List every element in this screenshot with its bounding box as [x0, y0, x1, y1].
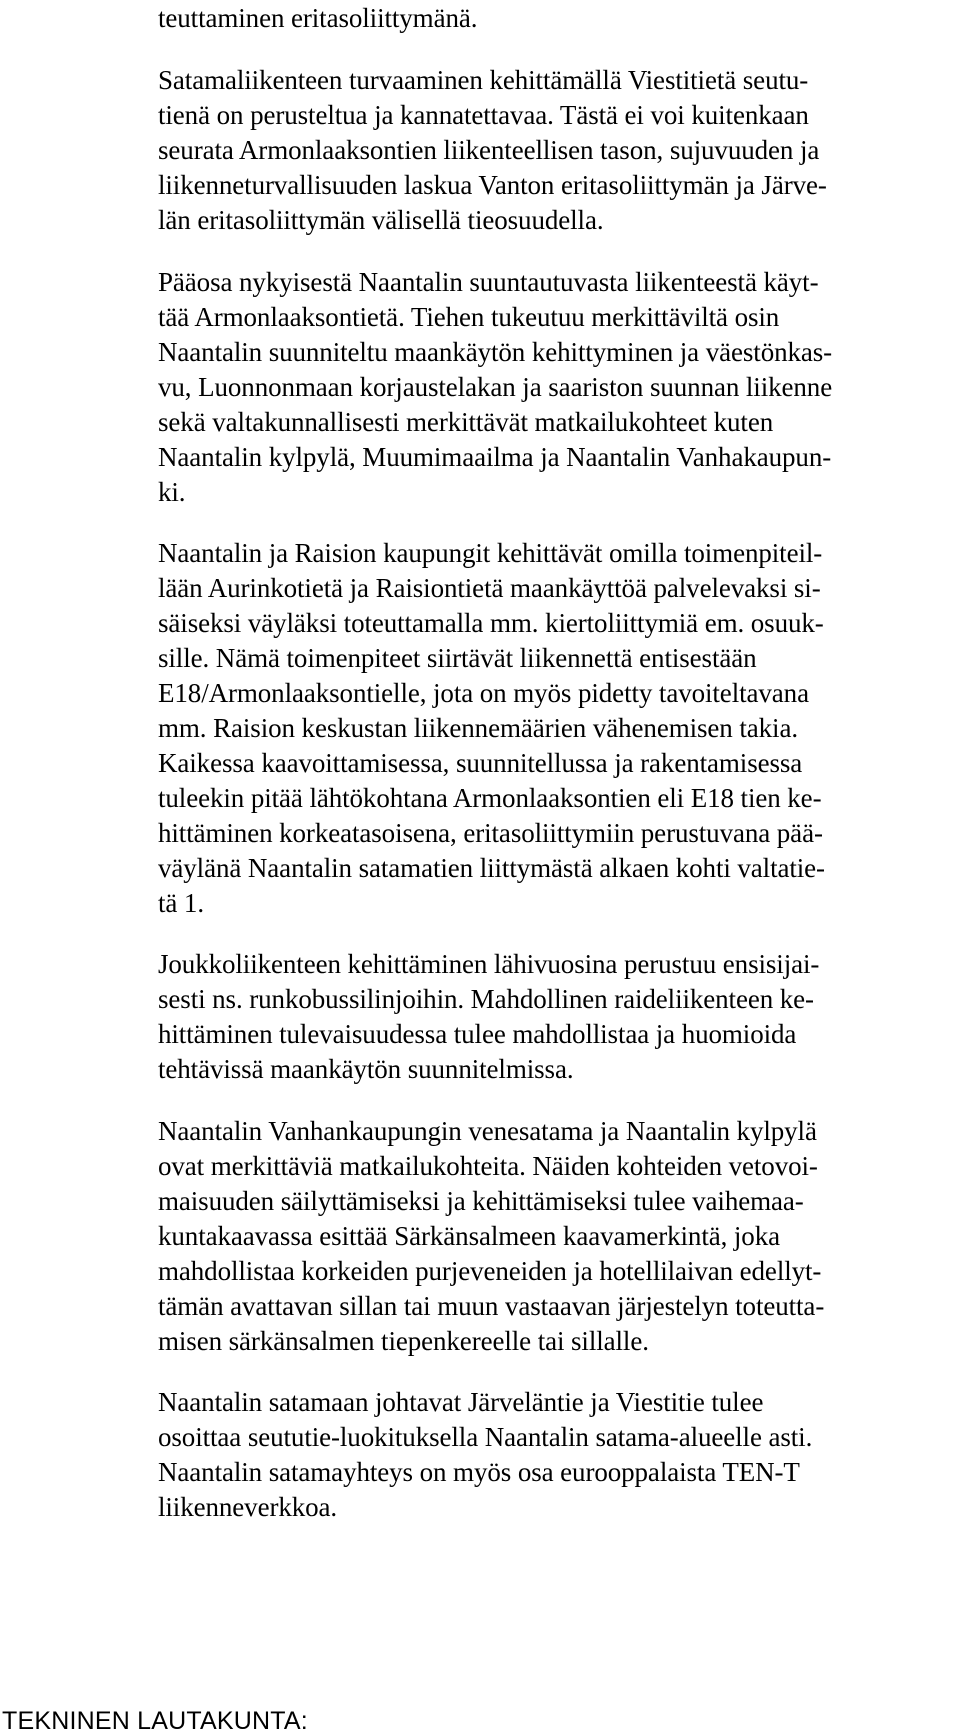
text-line: liikenneturvallisuuden laskua Vanton eritasoliittymän ja Järve- — [158, 170, 827, 200]
text-line: Naantalin satamayhteys on myös osa eurooppalaista TEN-T — [158, 1457, 800, 1487]
text-line: tämän avattavan sillan tai muun vastaavan järjestelyn toteutta- — [158, 1291, 825, 1321]
text-line: Naantalin suunniteltu maankäytön kehittyminen ja väestönkas- — [158, 337, 833, 367]
text-line: Naantalin ja Raision kaupungit kehittävät omilla toimenpiteil- — [158, 538, 823, 568]
text-line: ovat merkittäviä matkailukohteita. Näiden kohteiden vetovoi- — [158, 1151, 818, 1181]
text-line: tä 1. — [158, 888, 204, 918]
text-line: sekä valtakunnallisesti merkittävät matkailukohteet kuten — [158, 407, 774, 437]
text-line: tienä on perusteltua ja kannatettavaa. Tästä ei voi kuitenkaan — [158, 100, 809, 130]
text-line: mm. Raision keskustan liikennemäärien vähenemisen takia. — [158, 713, 798, 743]
text-line: Naantalin satamaan johtavat Järveläntie ja Viestitie tulee — [158, 1387, 764, 1417]
text-line: teuttaminen eritasoliittymänä. — [158, 3, 478, 33]
text-line: seurata Armonlaaksontien liikenteellisen tason, sujuvuuden ja — [158, 135, 820, 165]
text-line: Satamaliikenteen turvaaminen kehittämällä Viestitietä seutu- — [158, 65, 809, 95]
text-line: vu, Luonnonmaan korjaustelakan ja saariston suunnan liikenne — [158, 372, 833, 402]
section-heading: TEKNINEN LAUTAKUNTA: — [2, 1707, 308, 1735]
text-line: lään Aurinkotietä ja Raisiontietä maankäyttöä palvelevaksi si- — [158, 573, 821, 603]
text-line: Naantalin kylpylä, Muumimaailma ja Naantalin Vanhakaupun- — [158, 442, 832, 472]
text-line: hittäminen korkeatasoisena, eritasoliittymiin perustuvana pää- — [158, 818, 823, 848]
text-line: E18/Armonlaaksontielle, jota on myös pidetty tavoiteltavana — [158, 678, 809, 708]
text-line: Pääosa nykyisestä Naantalin suuntautuvasta liikenteestä käyt- — [158, 267, 819, 297]
text-line: sille. Nämä toimenpiteet siirtävät liikennettä entisestään — [158, 643, 757, 673]
text-line: misen särkänsalmen tiepenkereelle tai sillalle. — [158, 1326, 649, 1356]
text-line: Kaikessa kaavoittamisessa, suunnitellussa ja rakentamisessa — [158, 748, 803, 778]
text-line: Joukkoliikenteen kehittäminen lähivuosina perustuu ensisijai- — [158, 949, 820, 979]
text-line: liikenneverkkoa. — [158, 1492, 338, 1522]
text-line: maisuuden säilyttämiseksi ja kehittämiseksi tulee vaihemaa- — [158, 1186, 804, 1216]
text-line: mahdollistaa korkeiden purjeveneiden ja hotellilaivan edellyt- — [158, 1256, 822, 1286]
text-line: hittäminen tulevaisuudessa tulee mahdollistaa ja huomioida — [158, 1019, 797, 1049]
text-line: län eritasoliittymän välisellä tieosuudella. — [158, 205, 604, 235]
text-line: ki. — [158, 477, 186, 507]
text-line: säiseksi väyläksi toteuttamalla mm. kiertoliittymiä em. osuuk- — [158, 608, 824, 638]
text-line: tehtävissä maankäytön suunnitelmissa. — [158, 1054, 574, 1084]
text-line: kuntakaavassa esittää Särkänsalmeen kaavamerkintä, joka — [158, 1221, 780, 1251]
text-line: tää Armonlaaksontietä. Tiehen tukeutuu merkittäviltä osin — [158, 302, 780, 332]
text-line: tuleekin pitää lähtökohtana Armonlaaksontien eli E18 tien ke- — [158, 783, 822, 813]
text-line: osoittaa seututie-luokituksella Naantalin satama-alueelle asti. — [158, 1422, 813, 1452]
text-line: väylänä Naantalin satamatien liittymästä alkaen kohti valtatie- — [158, 853, 825, 883]
text-line: Naantalin Vanhankaupungin venesatama ja Naantalin kylpylä — [158, 1116, 817, 1146]
text-line: sesti ns. runkobussilinjoihin. Mahdollinen raideliikenteen ke- — [158, 984, 814, 1014]
